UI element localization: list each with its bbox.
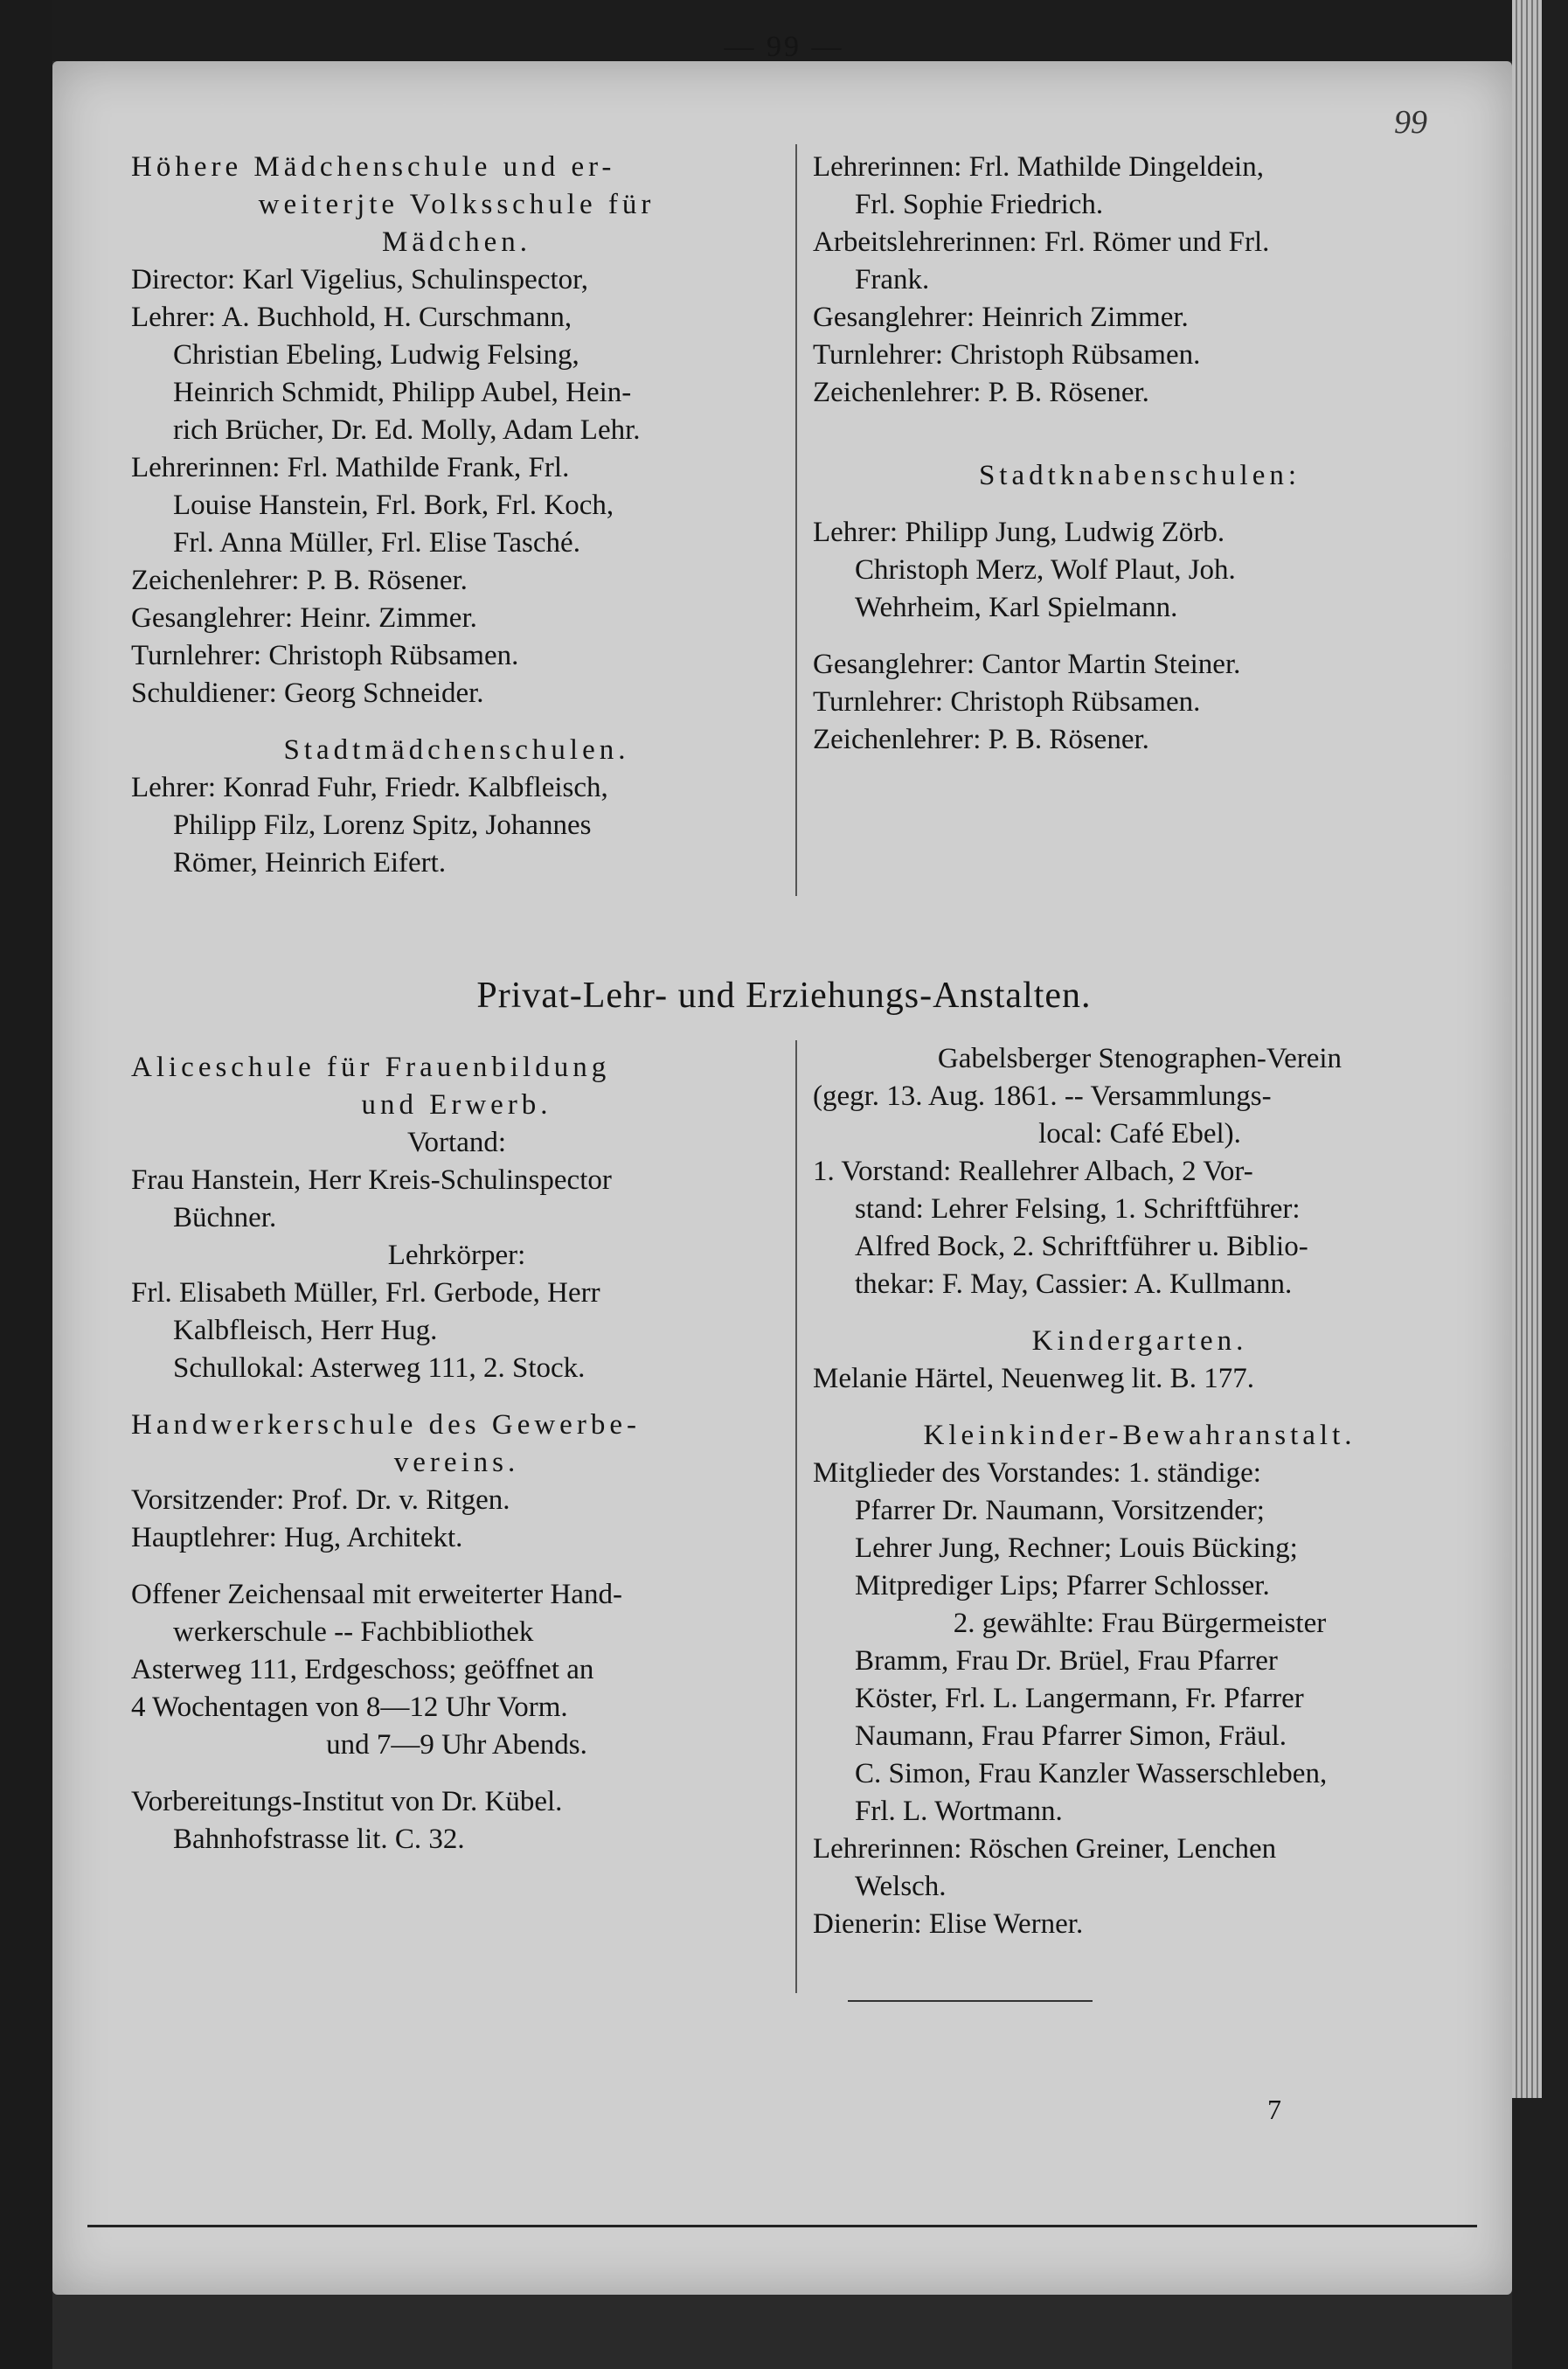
text-line: vereins. [393,1447,520,1478]
text-line: Frau Hanstein, Herr Kreis-Schulinspector [131,1164,612,1196]
text-line: weiterjte Volksschule für [258,189,656,220]
text-line: Naumann, Frau Pfarrer Simon, Fräul. [855,1720,1287,1752]
text-line: Lehrerinnen: Frl. Mathilde Dingeldein, [813,151,1264,183]
text-line: 4 Wochentagen von 8—12 Uhr Vorm. [131,1692,568,1723]
text-line: Christoph Merz, Wolf Plaut, Joh. [855,554,1236,586]
text-line: Vorbereitungs-Institut von Dr. Kübel. [131,1786,563,1817]
text-line: 2. gewählte: Frau Bürgermeister [953,1608,1327,1639]
page-stack-edges [1512,0,1542,2098]
text-line: Christian Ebeling, Ludwig Felsing, [173,339,579,371]
text-line: Köster, Frl. L. Langermann, Fr. Pfarrer [855,1683,1304,1714]
text-line: Asterweg 111, Erdgeschoss; geöffnet an [131,1654,594,1685]
text-line: Pfarrer Dr. Naumann, Vorsitzender; [855,1495,1265,1526]
text-line: Offener Zeichensaal mit erweiterter Hand- [131,1579,622,1610]
book-binding-edge [0,0,52,2369]
text-line: Frl. Sophie Friedrich. [855,189,1104,220]
spacer [131,1764,782,1783]
text-line: Gesanglehrer: Heinr. Zimmer. [131,602,477,634]
lower-right-column [813,1040,1467,1943]
text-line: Mädchen. [381,226,532,258]
text-line: Lehrkörper: [387,1240,526,1271]
text-line: Kalbfleisch, Herr Hug. [173,1315,438,1346]
text-line: Turnlehrer: Christoph Rübsamen. [131,640,519,671]
end-rule [848,2000,1093,2002]
text-line: stand: Lehrer Felsing, 1. Schriftführer: [855,1193,1301,1225]
text-line: Mitglieder des Vorstandes: 1. ständige: [813,1457,1261,1489]
spacer [131,1387,782,1407]
spacer [813,627,1467,646]
text-line: Lehrerinnen: Röschen Greiner, Lenchen [813,1833,1277,1865]
text-line: Heinrich Schmidt, Philipp Aubel, Hein- [173,377,632,408]
handwritten-page-number: 99 [1394,104,1427,141]
text-line: Schullokal: Asterweg 111, 2. Stock. [173,1352,586,1384]
text-line: Lehrer Jung, Rechner; Louis Bücking; [855,1532,1298,1564]
section-title: Privat-Lehr- und Erziehungs-Anstalten. [476,976,1092,1016]
page-bottom-rule [87,2225,1477,2227]
lower-left-column [131,1049,782,1858]
text-line: Lehrerinnen: Frl. Mathilde Frank, Frl. [131,452,570,483]
text-line: Welsch. [855,1871,947,1902]
text-line: Frl. Elisabeth Müller, Frl. Gerbode, Herr [131,1277,600,1309]
text-line: Frank. [855,264,930,295]
spacer [813,1398,1467,1417]
page-number-header: — 99 — [724,31,844,63]
column-divider-lower [795,1040,797,1993]
spacer [131,712,782,732]
text-line: Stadtmädchenschulen. [283,734,630,766]
text-line: Lehrer: A. Buchhold, H. Curschmann, [131,302,572,333]
text-line: 1. Vorstand: Reallehrer Albach, 2 Vor- [813,1156,1253,1187]
text-line: Schuldiener: Georg Schneider. [131,677,484,709]
text-line: Mitprediger Lips; Pfarrer Schlosser. [855,1570,1270,1601]
upper-right-column [813,149,1467,759]
text-line: (gegr. 13. Aug. 1861. -- Versammlungs- [813,1080,1272,1112]
text-line: Kleinkinder-Bewahranstalt. [923,1420,1356,1451]
text-line: Dienerin: Elise Werner. [813,1908,1084,1940]
text-line: Lehrer: Philipp Jung, Ludwig Zörb. [813,517,1225,548]
text-line: Gesanglehrer: Cantor Martin Steiner. [813,649,1241,680]
text-line: Director: Karl Vigelius, Schulinspector, [131,264,589,295]
text-line: Römer, Heinrich Eifert. [173,847,447,879]
spacer [813,495,1467,514]
text-line: local: Café Ebel). [1038,1118,1241,1150]
text-line: Wehrheim, Karl Spielmann. [855,592,1178,623]
text-line: Bramm, Frau Dr. Brüel, Frau Pfarrer [855,1645,1278,1677]
text-line: und Erwerb. [361,1089,552,1121]
text-line: Alfred Bock, 2. Schriftführer u. Biblio- [855,1231,1308,1262]
text-line: Gesanglehrer: Heinrich Zimmer. [813,302,1189,333]
text-line: Handwerkerschule des Gewerbe- [131,1409,641,1441]
text-line: Bahnhofstrasse lit. C. 32. [173,1824,465,1855]
text-line: Höhere Mädchenschule und er- [131,151,616,183]
text-line: Vorsitzender: Prof. Dr. v. Ritgen. [131,1484,510,1516]
text-line: Gabelsberger Stenographen-Verein [937,1043,1343,1074]
signature-mark: 7 [1267,2094,1281,2125]
text-line: C. Simon, Frau Kanzler Wasserschleben, [855,1758,1328,1789]
text-line: Aliceschule für Frauenbildung [131,1052,611,1083]
text-line: Louise Hanstein, Frl. Bork, Frl. Koch, [173,490,614,521]
text-line: Arbeitslehrerinnen: Frl. Römer und Frl. [813,226,1270,258]
text-line: Vortand: [406,1127,507,1158]
text-line: Turnlehrer: Christoph Rübsamen. [813,686,1201,718]
text-line: Turnlehrer: Christoph Rübsamen. [813,339,1201,371]
upper-left-column [131,149,782,882]
spacer [131,1557,782,1576]
spacer [813,412,1467,457]
text-line: Frl. L. Wortmann. [855,1796,1063,1827]
text-line: Zeichenlehrer: P. B. Rösener. [813,724,1149,755]
text-line: Stadtknabenschulen: [978,460,1301,491]
text-line: Kindergarten. [1031,1325,1248,1357]
text-line: Büchner. [173,1202,277,1233]
text-line: thekar: F. May, Cassier: A. Kullmann. [855,1268,1293,1300]
text-line: Hauptlehrer: Hug, Architekt. [131,1522,463,1553]
text-line: Zeichenlehrer: P. B. Rösener. [813,377,1149,408]
text-line: Melanie Härtel, Neuenweg lit. B. 177. [813,1363,1254,1394]
text-line: Zeichenlehrer: P. B. Rösener. [131,565,468,596]
column-divider-upper [795,144,797,896]
spacer [813,1303,1467,1323]
text-line: Frl. Anna Müller, Frl. Elise Tasché. [173,527,580,559]
text-line: Philipp Filz, Lorenz Spitz, Johannes [173,809,592,841]
text-line: Lehrer: Konrad Fuhr, Friedr. Kalbfleisch, [131,772,608,803]
text-line: werkerschule -- Fachbibliothek [173,1616,534,1648]
text-line: rich Brücher, Dr. Ed. Molly, Adam Lehr. [173,414,641,446]
text-line: und 7—9 Uhr Abends. [326,1729,587,1761]
